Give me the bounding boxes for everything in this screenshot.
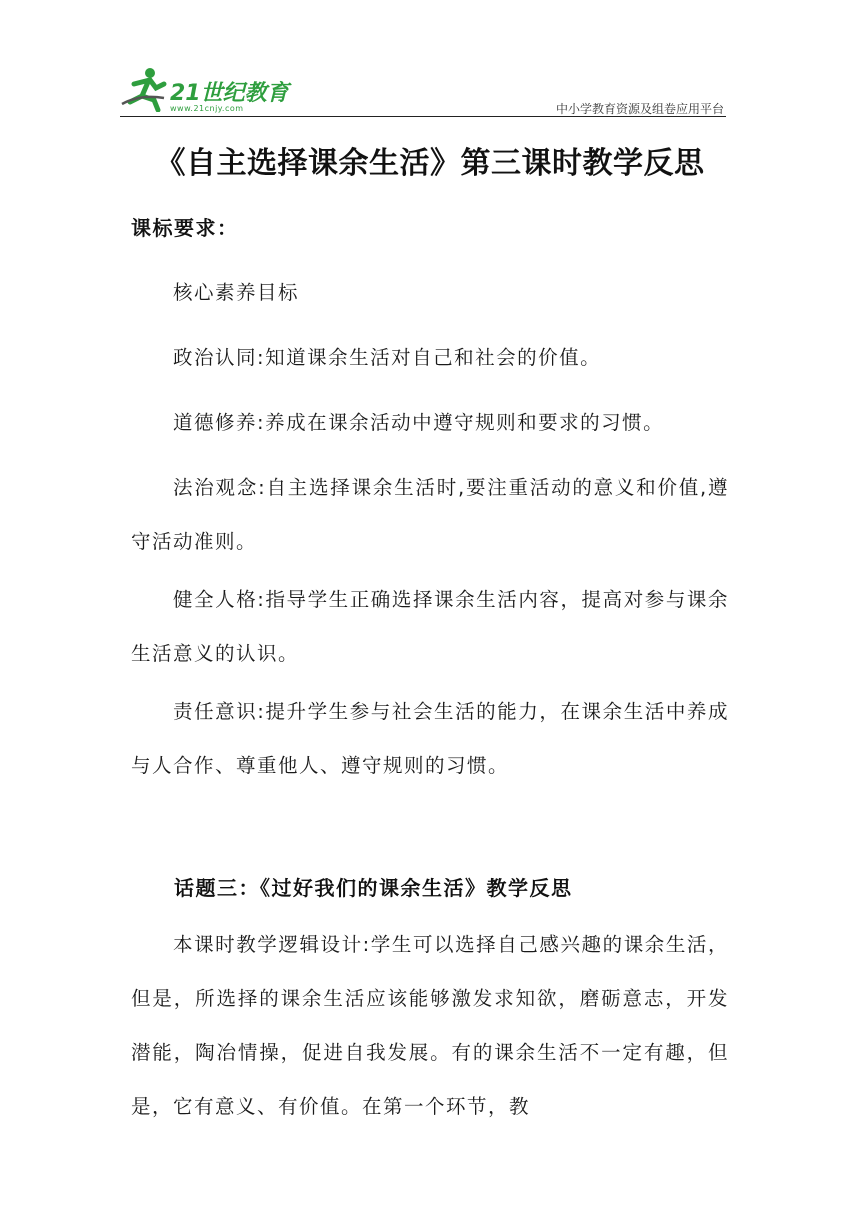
logo-text: 21世纪教育: [170, 81, 289, 106]
logo-url: www.21cnjy.com: [170, 104, 244, 113]
paragraph-personality: 健全人格:指导学生正确选择课余生活内容，提高对参与课余生活意义的认识。: [131, 588, 729, 665]
paragraph-moral: 道德修养:养成在课余活动中遵守规则和要求的习惯。: [173, 411, 665, 434]
section-heading-standards: 课标要求：: [131, 216, 239, 240]
paragraph-political: 政治认同:知道课余生活对自己和社会的价值。: [173, 346, 602, 369]
document-title: 《自主选择课余生活》第三课时教学反思: [155, 146, 705, 181]
paragraph-responsibility: 责任意识:提升学生参与社会生活的能力，在课余生活中养成与人合作、尊重他人、遵守规则的习惯。: [131, 700, 729, 777]
header-divider: [120, 116, 726, 117]
platform-tagline: 中小学教育资源及组卷应用平台: [555, 102, 724, 116]
paragraph-law: 法治观念:自主选择课余生活时,要注重活动的意义和价值,遵守活动准则。: [131, 476, 729, 553]
section-heading-topic3: 话题三：《过好我们的课余生活》教学反思: [174, 876, 573, 900]
paragraph-logic: 本课时教学逻辑设计:学生可以选择自己感兴趣的课余生活，但是，所选择的课余生活应该能够激发求知欲，磨砺意志，开发潜能，陶冶情操，促进自我发展。有的课余生活不一定有趣，但是，它有意义、有价值。在第一个环节，教: [131, 933, 729, 1118]
page-header: [120, 62, 726, 118]
runner-logo-icon: [120, 64, 170, 112]
paragraph-core-goals: 核心素养目标: [173, 281, 300, 304]
logo: [120, 64, 290, 114]
